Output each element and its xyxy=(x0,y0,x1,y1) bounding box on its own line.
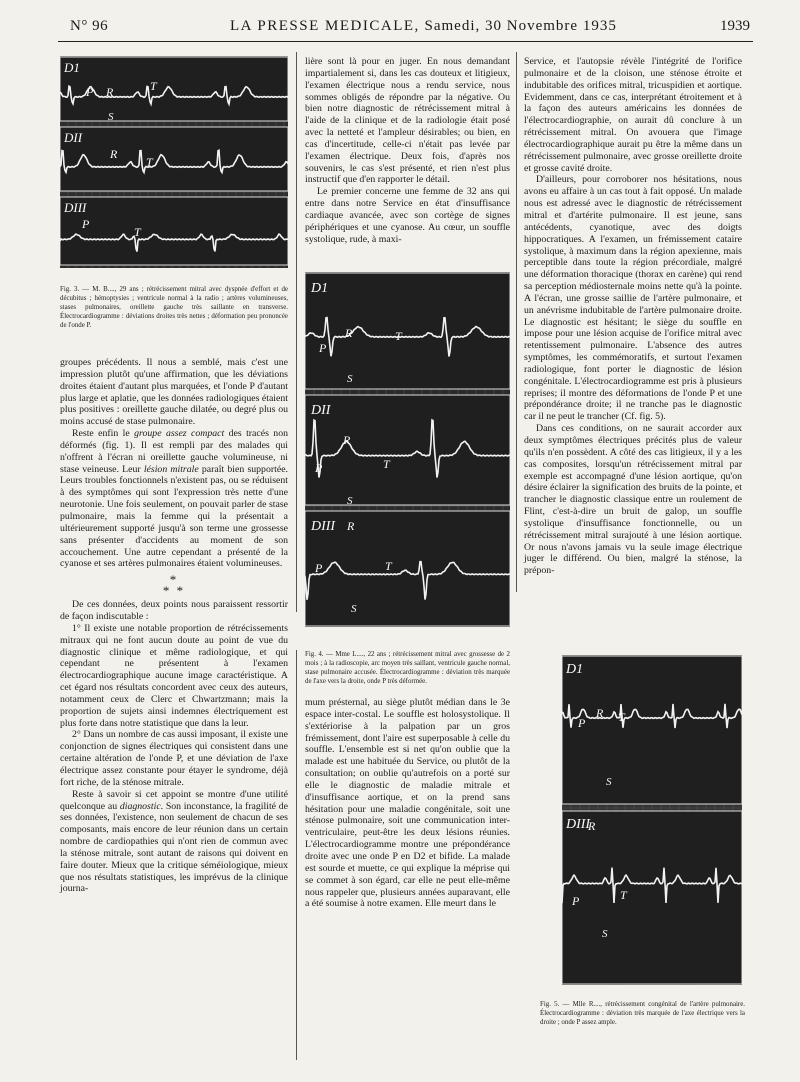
ecg-lead-panel xyxy=(60,197,288,265)
wave-label-p: P xyxy=(572,894,580,908)
wave-label-s: S xyxy=(602,928,608,940)
lead-label: DIII xyxy=(311,519,336,534)
paragraph: Reste à savoir si cet appoint se montre d'une utilité quelconque au diagnostic. Son inconstance, la fragilité de ses données, l'existence, non seulement de chacun de ses composants, mais encore de leur réunion dans un certain nombre de cardiopathies qui n'ont rien de commun avec la sténose mitrale, sont autant de raisons qui doivent en faire douter. Mieux que la critique séméiologique, mieux que nos résultats statistiques, les imprévus de la clinique journa- xyxy=(60,788,288,895)
ecg-lead-panel xyxy=(305,395,510,505)
lead-label: D1 xyxy=(566,662,584,677)
figure-5-traces xyxy=(562,655,742,985)
lead-label: DII xyxy=(311,403,331,418)
ecg-lead-panel xyxy=(60,57,288,121)
lead-label: D1 xyxy=(64,60,80,75)
paragraph: Dans ces conditions, on ne saurait accorder aux deux symptômes électriques précités plus de valeur qu'ils n'en possèdent. A côté des cas litigieux, il y a les cas composites, lorsqu'un rétrécissement mitral par exemple est accompagné d'une lésion aortique, qu'on désire éclairer la signification des bruits de la pointe, et trancher le diagnostic classique entre un roulement de Flint, c'est-à-dire un bruit de galop, un souffle systolique d'insuffisance fonctionnelle, ou un rétrécissement mitral surajouté à une lésion aortique. Or nous n'avons jamais vu la seule image électrique juger le différend. Ou bien, malgré la sténose, la prépon- xyxy=(524,423,742,577)
wave-label-t: T xyxy=(395,329,402,343)
wave-label-r: R xyxy=(347,519,355,533)
wave-label-s: S xyxy=(347,373,353,385)
masthead xyxy=(230,18,617,35)
wave-label-p: P xyxy=(315,461,323,475)
wave-label-r: R xyxy=(588,819,596,833)
journal-title: LA PRESSE MEDICALE, xyxy=(230,18,420,34)
column-2-top xyxy=(305,56,510,246)
wave-label-p: P xyxy=(315,561,323,575)
ecg-lead-panel xyxy=(562,656,742,804)
paragraph: mum présternal, au siège plutôt médian dans le 3e espace inter-costal. Le souffle est holosystolique. Il s'extériorise à la palpation par un gros frémissement, dont l'aire est superposable à celle du souffle. L'ensemble est si net qu'on oublie que la malade est une habituée du Service, ou plutôt de la consultation; on oublie qu'autrefois on a porté sur elle le diagnostic de maladie mitrale et d'insuffisance aortique, et on la prend sans hésitation pour une maladie congénitale, soit une sténose pulmonaire, soit une communication inter-ventriculaire, peut-être les deux lésions réunies. L'électrocardiogramme montre une prépondérance droite avec une onde P en D2 et bifide. La malade est sourde et muette, ce qui explique la méprise qui se commet à son égard, car elle ne peut elle-même nous rappeler que, plusieurs années auparavant, elle a été soumise à notre examen. Elle meurt dans le xyxy=(305,697,510,910)
figure-4-traces xyxy=(305,272,510,627)
wave-label-r: R xyxy=(596,706,604,720)
lead-label: DII xyxy=(64,130,83,145)
wave-label-p: P xyxy=(578,716,586,730)
figure-5-ecg xyxy=(562,655,742,985)
ecg-lead-panel xyxy=(60,127,288,191)
column-2-bottom xyxy=(305,697,510,910)
column-divider-2 xyxy=(516,52,517,592)
paragraph: 1° Il existe une notable proportion de rétrécissements mitraux qui ne font aucun doute au point de vue du diagnostic clinique et même radiologique, et qui cependant ne présentent à l'examen électrocardiographique aucune image caractéristique. A cet égard nos résultats concordent avec ceux des auteurs, notamment ceux de Clerc et Chwartzmann; mais la proportion de sujets ainsi indemnes électriquement est plus forte dans notre statistique que dans la leur. xyxy=(60,622,288,729)
column-divider-1 xyxy=(296,52,297,612)
figure-3-traces xyxy=(60,56,288,268)
lead-label: DIII xyxy=(566,817,591,832)
page-header xyxy=(70,18,750,40)
column-1 xyxy=(60,357,288,895)
paragraph: De ces données, deux points nous paraissent ressortir de façon indiscutable : xyxy=(60,599,288,623)
ecg-lead-panel xyxy=(305,273,510,389)
wave-label-r: R xyxy=(343,433,351,447)
lead-label: DIII xyxy=(64,200,87,215)
wave-label-t: T xyxy=(618,710,625,724)
wave-label-t: T xyxy=(383,457,390,471)
wave-label-t: T xyxy=(385,559,392,573)
section-break-stars: * * * xyxy=(162,572,186,599)
column-3 xyxy=(524,56,742,577)
paragraph: 2° Dans un nombre de cas aussi imposant, il existe une conjonction de signes électriques qui consistent dans une certaine altération de l'onde P, et une déviation de l'axe électrique assez constante pour étayer le syndrome, déjà fort riche, de la sténose mitrale. xyxy=(60,729,288,788)
paragraph: D'ailleurs, pour corroborer nos hésitations, nous avons eu affaire à un cas tout à fait opposé. Un malade nous est adressé avec le diagnostic de rétrécissement mitral et d'artérite pulmonaire. Il est jeune, sans antécédents, cyanotique, avec des doigts hippocratiques. A l'examen, un frémissement cataire systolique, à maximum dans la région apexienne, mais perceptible dans toute la région précordiale, malgré une déformation thoracique (thorax en carène) qui rend sa perception médiosternale moins nette qu'à la pointe. A l'écran, une grosse saillie de l'artère pulmonaire, et un anévrisme indubitable de l'artère pulmonaire droite. Le diagnostic est hésitant; le siège du souffle en impose pour une lésion acquise de l'orifice mitral avec retentissement pulmonaire. L'absence des autres symptômes, les commémoratifs, et surtout l'examen radiologique, font porter le diagnostic de lésion congénitale. L'électrocardiogramme est pris à plusieurs reprises; il montre des déformations de l'onde P et une prépondérance droite; il ne tranche pas le diagnostic car il ne peut le trancher (Cf. fig. 5). xyxy=(524,174,742,423)
wave-label-s: S xyxy=(351,603,357,615)
wave-label-s: S xyxy=(347,495,353,507)
wave-label-p: P xyxy=(319,341,327,355)
lead-label: D1 xyxy=(311,281,329,296)
issue-date: Samedi, 30 Novembre 1935 xyxy=(424,18,617,34)
wave-label-t: T xyxy=(146,155,153,169)
paragraph: lière sont là pour en juger. En nous demandant impartialement si, dans les cas douteux et litigieux, l'examen électrique nous a rendu service, nous sommes obligés de répondre par la négative. Ou bien notre diagnostic de rétrécissement mitral à l'aide de la clinique et de la radiologie était posé avec la netteté et l'ampleur désirables; ou bien, en cas d'incertitude, celle-ci n'était pas levée par l'examen électrique. Deux fois, d'après nos souvenirs, le cas s'est présenté, et rien n'est plus instructif que d'en rapporter le détail. xyxy=(305,56,510,186)
folio: 1939 xyxy=(720,18,750,34)
ecg-lead-panel xyxy=(562,811,742,984)
ecg-lead-panel xyxy=(305,511,510,626)
page-number: N° 96 xyxy=(70,18,109,34)
figure-4-ecg xyxy=(305,272,510,627)
wave-label-p: P xyxy=(86,85,94,99)
paragraph: Le premier concerne une femme de 32 ans qui entre dans notre Service en état d'insuffisance cardiaque avancée, avec son cortège de signes périphériques et une cyanose. Au cœur, un souffle systolique, rude, à maxi- xyxy=(305,186,510,245)
wave-label-s: S xyxy=(108,111,114,123)
wave-label-s: S xyxy=(606,776,612,788)
wave-label-p: P xyxy=(82,217,90,231)
figure-5-caption: Fig. 5. — Mlle R...., rétrécissement congénital de l'artère pulmonaire. Électrocardiogramme : déviation très marquée de l'axe électrique vers la droite ; onde P assez ample. xyxy=(540,1001,745,1026)
wave-label-t: T xyxy=(134,225,141,239)
figure-4-caption: Fig. 4. — Mme L...., 22 ans ; rétrécissement mitral avec grossesse de 2 mois ; à la radioscopie, arc moyen très saillant, ventricule gauche normal, stase pulmonaire accusée. Électrocardiogramme : déviation très marquée de l'axe vers la droite, onde P très déformée. xyxy=(305,651,510,685)
wave-label-t: T xyxy=(150,79,157,93)
wave-label-r: R xyxy=(110,147,118,161)
paragraph: groupes précédents. Il nous a semblé, mais c'est une impression plutôt qu'une affirmation, que les déviations droites étaient d'autant plus marquées, et l'onde P d'autant plus large et aplatie, que les données radiologiques étaient plus positives : oreillette gauche dilatée, ou degré plus ou moins accusé de stase pulmonaire. xyxy=(60,357,288,428)
paragraph: Service, et l'autopsie révèle l'intégrité de l'orifice pulmonaire et de la cloison, une sténose étroite et indubitable des orifices mitral, tricuspidien et aortique. Evidemment, dans ce cas, interprétant étroitement et à la façon des auteurs américains les données de l'électrocardiographie, on aurait dû conclure à un rétrécissement mitral. On avouera que l'image électrocardiographique aurait pu être la même dans un rétrécissement pulmonaire, avec grosse oreillette droite et grosse cavité droite. xyxy=(524,56,742,174)
wave-label-t: T xyxy=(620,888,627,902)
figure-3-ecg xyxy=(60,56,288,268)
figure-3-caption: Fig. 3. — M. B...., 29 ans ; rétrécissement mitral avec dyspnée d'effort et de décubitus ; hémoptysies ; ventricule normal à la radio ; artères volumineuses, stases pulmonaires, oreillette gauche très saillante en transverse. Électrocardiogramme : déviations droites très nettes ; déformation peu prononcée de l'onde P. xyxy=(60,286,288,329)
header-rule xyxy=(58,41,753,42)
wave-label-r: R xyxy=(345,326,353,340)
wave-label-r: R xyxy=(106,85,114,99)
column-divider-1b xyxy=(296,650,297,1060)
paragraph: Reste enfin le groupe assez compact des tracés non déformés (fig. 1). Il est rempli par des malades qui n'offrent à l'écran ni oreillette gauche volumineuse, ni stase veineuse. Leur lésion mitrale paraît bien supportée. Leurs troubles fonctionnels n'existent pas, ou se réduisent à des symptômes qui sont l'expression très nette d'une neurotonie. Une fois seulement, on pouvait parler de stase pulmonaire, mais la femme qui la présentait a ultérieurement supporté jusqu'à son terme une grossesse sans présenter d'accidents au moment de son accouchement. Une autre cependant a présenté de la cyanose et ses artères pulmonaires étaient volumineuses. xyxy=(60,428,288,570)
